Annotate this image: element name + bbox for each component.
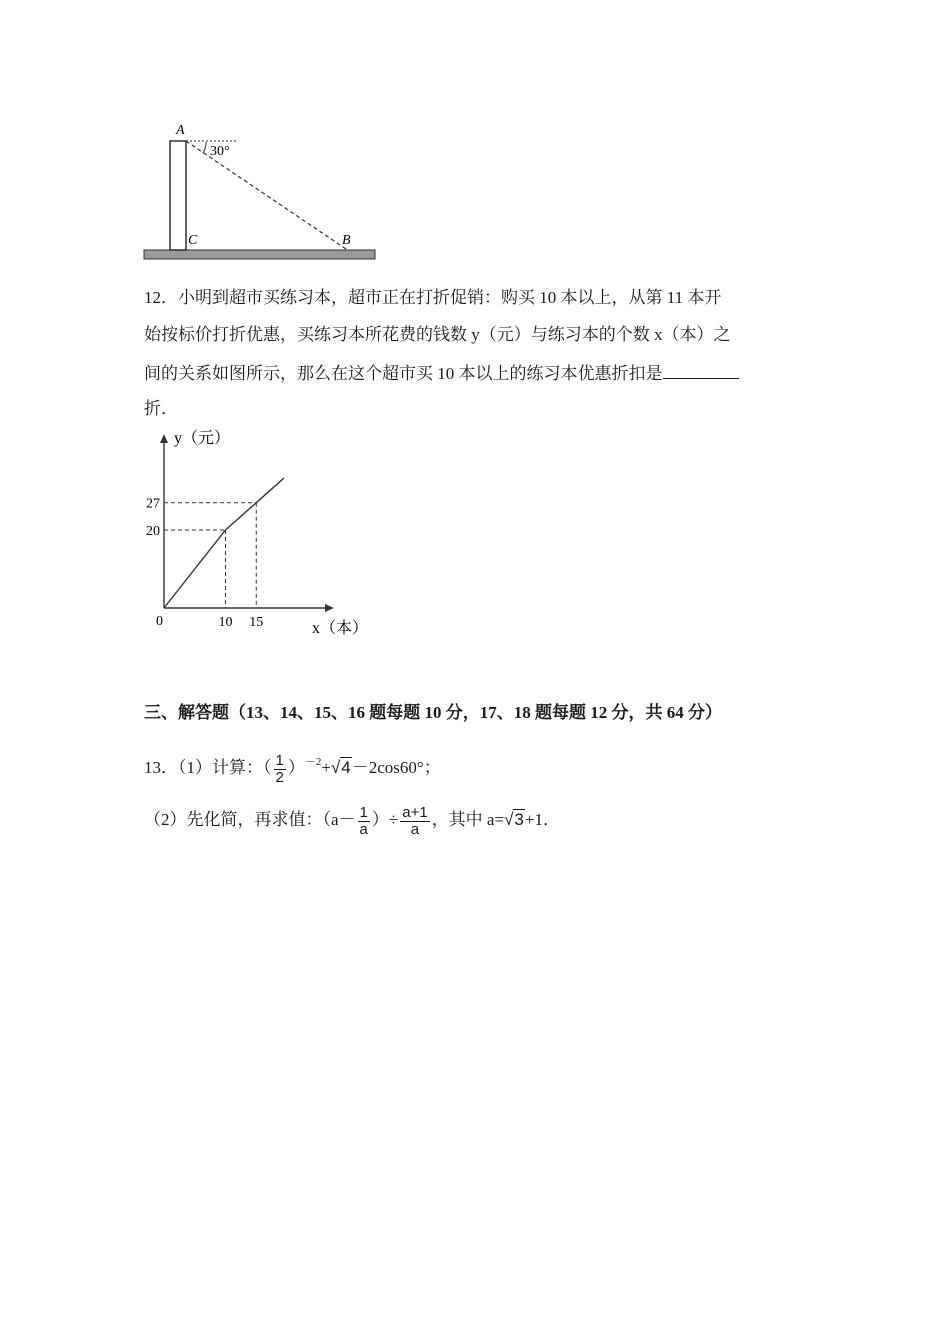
sqrt-3: √3 xyxy=(504,810,524,829)
fraction-one-half xyxy=(274,753,286,786)
pole-figure xyxy=(140,120,380,265)
label-angle: 30° xyxy=(210,144,230,159)
price-chart xyxy=(130,420,380,650)
x-axis-label: x（本） xyxy=(312,620,369,637)
section-3-heading: 三、解答题（13、14、15、16 题每题 10 分，17、18 题每题 12 分，共 64 分） xyxy=(144,703,722,722)
frac1-num: 1 xyxy=(359,803,368,821)
x-tick-label-10: 10 xyxy=(218,615,233,630)
paren-open: （ xyxy=(263,758,272,777)
y-tick-label-27: 27 xyxy=(146,496,160,512)
fraction-a-plus-1-over-a xyxy=(400,805,429,838)
exponent: －2 xyxy=(304,756,322,768)
q13-part2-mid: ）÷ xyxy=(371,810,399,829)
x-axis-arrow xyxy=(325,604,334,612)
angle-arc xyxy=(203,142,206,153)
q12-line-3 xyxy=(144,362,739,384)
q12-line-2: 始按标价打折优惠，买练习本所花费的钱数 y（元）与练习本的个数 x（本）之 xyxy=(144,325,731,344)
q13-part-2 xyxy=(144,800,560,840)
frac1-den: a xyxy=(359,820,368,838)
label-c: C xyxy=(188,233,198,248)
x-tick-label-15: 15 xyxy=(249,615,264,630)
frac-den: 2 xyxy=(275,768,284,786)
series-line xyxy=(164,478,284,608)
y-axis-label: y（元） xyxy=(174,430,231,447)
y-axis-arrow xyxy=(160,434,168,443)
q12-line-1: 12．小明到超市买练习本，超市正在打折促销：购买 10 本以上，从第 11 本开 xyxy=(144,288,722,307)
radicand-3: 3 xyxy=(514,810,524,829)
q13-part2-where: ，其中 a= xyxy=(431,810,505,829)
frac2-num: a+1 xyxy=(402,803,428,821)
q12-line-3-text: 间的关系如图所示，那么在这个超市买 10 本以上的练习本优惠折扣是 xyxy=(144,364,663,383)
radicand-4: 4 xyxy=(341,758,351,777)
y-tick-label-20: 20 xyxy=(146,524,160,539)
origin-label: 0 xyxy=(156,614,163,629)
plus-sign: + xyxy=(321,758,331,777)
q12-line-4: 折． xyxy=(144,399,178,418)
frac2-den: a xyxy=(410,820,420,838)
ground xyxy=(144,250,375,259)
pole xyxy=(170,141,186,250)
label-a: A xyxy=(176,123,185,138)
q13-part-1 xyxy=(144,742,441,786)
frac-num: 1 xyxy=(275,751,284,769)
label-b: B xyxy=(342,233,351,248)
q13-part1-prefix: 13．（1）计算： xyxy=(144,758,263,777)
answer-blank xyxy=(663,362,739,379)
paren-close: ） xyxy=(287,758,305,777)
q13-part2-prefix: （2）先化简，再求值：（a－ xyxy=(144,810,356,829)
fraction-1-over-a xyxy=(358,805,370,838)
sqrt-4: √4 xyxy=(330,758,351,777)
q13-part2-end: +1． xyxy=(524,810,560,829)
q13-part1-rest: －2cos60°； xyxy=(351,758,441,777)
